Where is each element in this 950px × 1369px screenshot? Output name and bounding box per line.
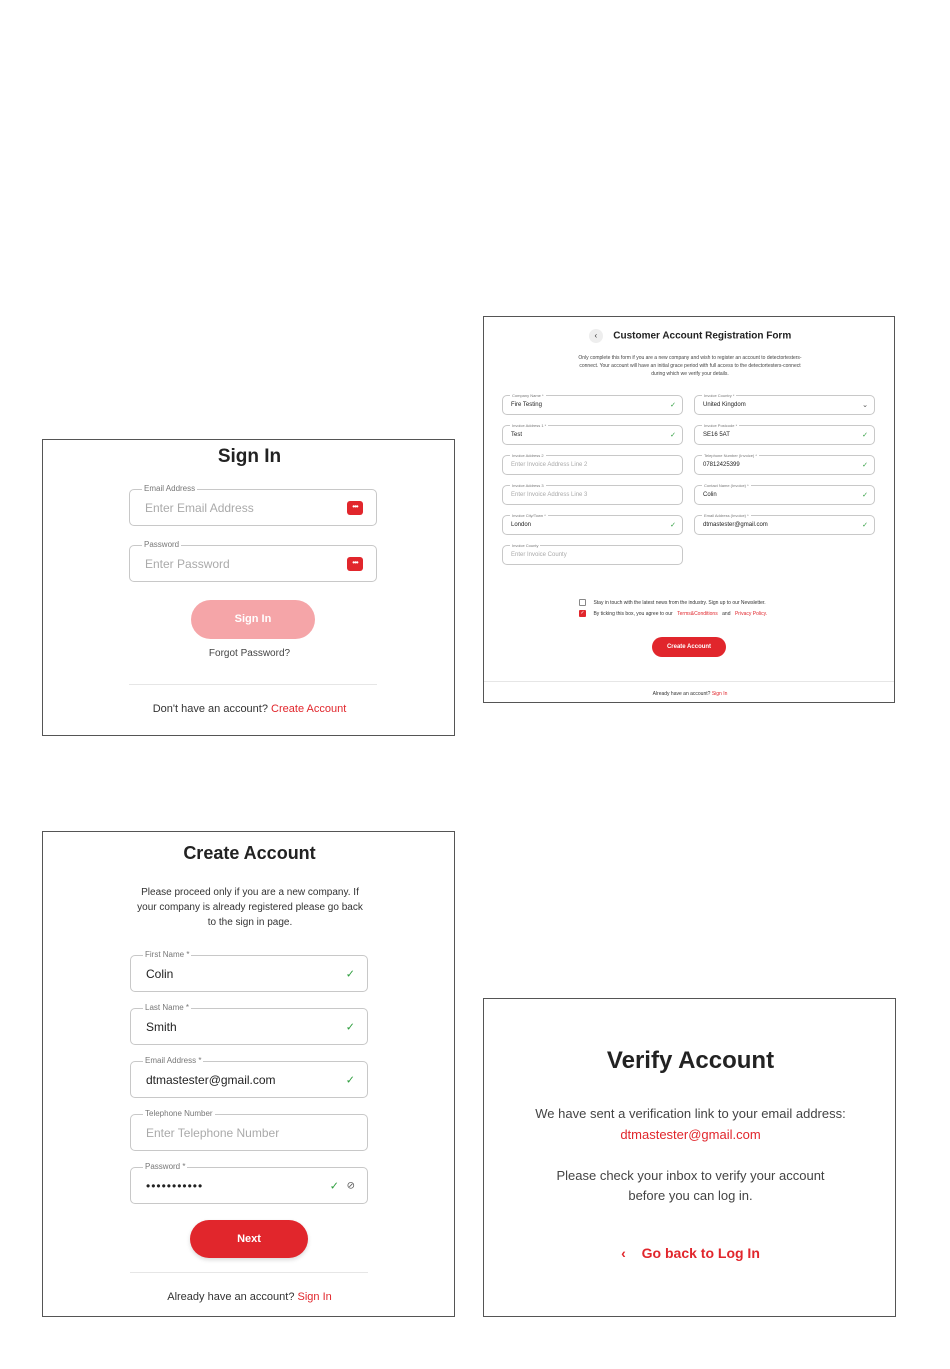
terms-row bbox=[579, 605, 768, 617]
create-account-link[interactable]: Create Account bbox=[271, 703, 347, 715]
forgot-password-link[interactable]: Forgot Password? bbox=[208, 648, 291, 659]
registration-title: Customer Account Registration Form bbox=[613, 330, 792, 342]
create-account-panel bbox=[42, 831, 455, 1317]
invoice-address2-field[interactable] bbox=[502, 455, 683, 475]
email-placeholder: Enter Email Address bbox=[145, 500, 254, 515]
create-intro: Please proceed only if you are a new company. If your company is already registered please go back to the sign in page. bbox=[137, 887, 363, 928]
first-name-value: Colin bbox=[146, 966, 174, 981]
contact-name-label: Contact Name (Invoice) * bbox=[704, 483, 749, 488]
check-icon: ✓ bbox=[862, 492, 868, 499]
create-account-button[interactable]: Create Account bbox=[652, 637, 726, 657]
signin-link[interactable]: Sign In bbox=[711, 691, 728, 697]
password-manager-icon[interactable]: ••• bbox=[347, 557, 363, 571]
company-name-value: Fire Testing bbox=[511, 402, 542, 408]
back-to-login-link[interactable]: Go back to Log In bbox=[641, 1245, 760, 1261]
invoice-city-value: London bbox=[511, 522, 532, 528]
already-text: Already have an account? bbox=[167, 1291, 295, 1303]
check-icon: ✓ bbox=[345, 1074, 355, 1086]
email-invoice-field[interactable] bbox=[694, 515, 875, 535]
password-field[interactable] bbox=[129, 540, 377, 582]
check-icon: ✓ bbox=[862, 522, 868, 529]
invoice-address2-label: Invoice Address 2 bbox=[512, 453, 544, 458]
password-field[interactable] bbox=[130, 1162, 368, 1204]
email-label: Email Address bbox=[144, 484, 196, 493]
password-label: Password * bbox=[145, 1162, 186, 1171]
create-account-line bbox=[43, 703, 455, 715]
chevron-down-icon[interactable]: ⌄ bbox=[862, 402, 868, 409]
telephone-invoice-field[interactable] bbox=[694, 455, 875, 475]
invoice-postcode-field[interactable] bbox=[694, 425, 875, 445]
check-icon: ✓ bbox=[670, 432, 676, 439]
signin-link[interactable]: Sign In bbox=[297, 1291, 332, 1303]
invoice-postcode-value: SE16 5AT bbox=[703, 432, 730, 438]
password-placeholder: Enter Password bbox=[145, 556, 230, 571]
password-value: ••••••••••• bbox=[146, 1178, 204, 1193]
newsletter-text: Stay in touch with the latest news from the industry. Sign up to our Newsletter. bbox=[593, 599, 766, 606]
eye-off-icon[interactable]: ⊘ bbox=[346, 1180, 355, 1191]
invoice-county-placeholder: Enter Invoice County bbox=[511, 552, 567, 558]
divider bbox=[484, 681, 895, 682]
privacy-link[interactable]: Privacy Policy. bbox=[734, 610, 768, 617]
create-title: Create Account bbox=[183, 843, 316, 863]
check-icon: ✓ bbox=[670, 522, 676, 529]
telephone-placeholder: Enter Telephone Number bbox=[146, 1125, 280, 1140]
divider bbox=[129, 684, 377, 685]
contact-name-field[interactable] bbox=[694, 485, 875, 505]
email-value: dtmastester@gmail.com bbox=[146, 1072, 276, 1087]
signin-title: Sign In bbox=[217, 446, 282, 467]
telephone-label: Telephone Number bbox=[145, 1109, 213, 1118]
invoice-county-label: Invoice County bbox=[512, 543, 539, 548]
invoice-address3-label: Invoice Address 3 bbox=[512, 483, 544, 488]
invoice-country-value: United Kingdom bbox=[703, 402, 746, 408]
terms-checkbox[interactable]: ✓ bbox=[580, 610, 585, 617]
invoice-address3-placeholder: Enter Invoice Address Line 3 bbox=[511, 492, 588, 498]
verify-title: Verify Account bbox=[606, 1047, 775, 1074]
company-name-field[interactable] bbox=[502, 395, 683, 415]
invoice-country-label: Invoice Country * bbox=[704, 393, 735, 398]
registration-header bbox=[484, 327, 895, 343]
newsletter-row bbox=[579, 594, 766, 606]
password-manager-icon[interactable]: ••• bbox=[347, 501, 363, 515]
terms-text: By ticking this box, you agree to our bbox=[593, 610, 673, 617]
chevron-left-icon: ‹ bbox=[621, 1245, 626, 1261]
telephone-invoice-value: 07812425399 bbox=[703, 462, 740, 468]
first-name-field[interactable] bbox=[130, 950, 368, 992]
invoice-address3-field[interactable] bbox=[502, 485, 683, 505]
invoice-country-select[interactable] bbox=[694, 395, 875, 415]
already-line bbox=[484, 691, 895, 697]
check-icon: ✓ bbox=[862, 462, 868, 469]
verify-check-text: Please check your inbox to verify your account before you can log in. bbox=[556, 1168, 825, 1203]
email-invoice-label: Email Address (Invoice) * bbox=[704, 513, 749, 518]
email-label: Email Address * bbox=[145, 1056, 202, 1065]
company-name-label: Company Name * bbox=[512, 393, 544, 398]
email-field[interactable] bbox=[129, 484, 377, 526]
already-line bbox=[43, 1291, 455, 1303]
signin-button[interactable]: Sign In bbox=[191, 600, 315, 639]
last-name-label: Last Name * bbox=[145, 1003, 190, 1012]
back-icon[interactable]: ‹ bbox=[589, 329, 603, 343]
invoice-postcode-label: Invoice Postcode * bbox=[704, 423, 738, 428]
email-field[interactable] bbox=[130, 1056, 368, 1098]
registration-panel bbox=[483, 316, 895, 703]
verify-account-panel bbox=[483, 998, 896, 1317]
signin-panel bbox=[42, 439, 455, 736]
check-icon: ✓ bbox=[329, 1180, 339, 1192]
invoice-city-field[interactable] bbox=[502, 515, 683, 535]
terms-link[interactable]: Terms&Conditions bbox=[677, 610, 718, 617]
already-text: Already have an account? bbox=[652, 691, 711, 697]
terms-and: and bbox=[722, 610, 731, 617]
invoice-city-label: Invoice City/Town * bbox=[512, 513, 546, 518]
check-icon: ✓ bbox=[670, 402, 676, 409]
check-icon: ✓ bbox=[345, 1021, 355, 1033]
invoice-address2-placeholder: Enter Invoice Address Line 2 bbox=[511, 462, 588, 468]
divider bbox=[130, 1272, 368, 1273]
last-name-value: Smith bbox=[146, 1019, 177, 1034]
last-name-field[interactable] bbox=[130, 1003, 368, 1045]
telephone-field[interactable] bbox=[130, 1109, 368, 1151]
next-button[interactable]: Next bbox=[190, 1220, 308, 1258]
invoice-address1-label: Invoice Address 1 * bbox=[512, 423, 547, 428]
no-account-text: Don't have an account? bbox=[152, 703, 268, 715]
invoice-address1-field[interactable] bbox=[502, 425, 683, 445]
password-label: Password bbox=[144, 540, 180, 549]
first-name-label: First Name * bbox=[145, 950, 190, 959]
back-to-login[interactable] bbox=[484, 1245, 896, 1261]
check-icon: ✓ bbox=[862, 432, 868, 439]
verify-sent-text: We have sent a verification link to your email address: bbox=[535, 1106, 846, 1121]
telephone-invoice-label: Telephone Number (Invoice) * bbox=[704, 453, 757, 458]
registration-intro: Only complete this form if you are a new company and wish to register an account to detectortesters-connect. Your account will have an initial grace period with full access to the detectortesters-connect during which we verify your details. bbox=[578, 355, 802, 377]
contact-name-value: Colin bbox=[703, 492, 717, 498]
verify-email: dtmastester@gmail.com bbox=[620, 1127, 761, 1142]
invoice-address1-value: Test bbox=[511, 432, 523, 438]
email-invoice-value: dtmastester@gmail.com bbox=[703, 522, 768, 528]
invoice-county-field[interactable] bbox=[502, 545, 683, 565]
check-icon: ✓ bbox=[345, 968, 355, 980]
